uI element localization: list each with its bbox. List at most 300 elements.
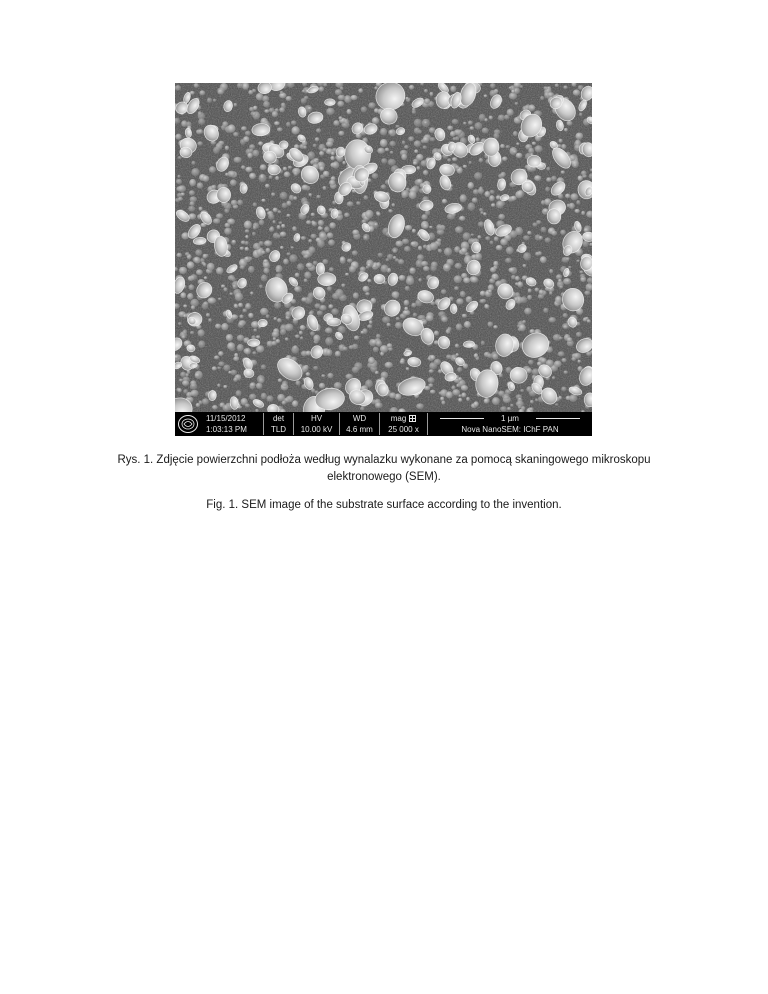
sem-small-grain [508, 267, 515, 272]
sem-small-grain [456, 298, 463, 304]
sem-small-grain [240, 315, 244, 319]
sem-small-grain [322, 148, 327, 152]
sem-small-grain [221, 285, 225, 288]
institute-logo-icon [177, 414, 199, 434]
databar-det-value: TLD [270, 425, 287, 434]
sem-small-grain [484, 398, 489, 403]
sem-small-grain [545, 187, 550, 192]
sem-small-grain [202, 175, 209, 182]
sem-small-grain [261, 274, 268, 281]
sem-small-grain [404, 145, 409, 149]
scale-bar [428, 413, 592, 424]
sem-small-grain [526, 386, 532, 392]
sem-small-grain [339, 116, 343, 120]
sem-small-grain [286, 122, 291, 127]
sem-small-grain [385, 148, 389, 152]
sem-small-grain [581, 211, 585, 215]
sem-small-grain [256, 345, 264, 352]
sem-small-grain [203, 301, 208, 305]
sem-small-grain [198, 111, 202, 115]
sem-small-grain [319, 151, 324, 156]
sem-small-grain [208, 318, 212, 322]
sem-small-grain [527, 295, 532, 300]
sem-small-grain [430, 242, 438, 250]
sem-small-grain [293, 196, 297, 200]
sem-small-grain [409, 267, 415, 272]
sem-small-grain [376, 340, 382, 346]
sem-small-grain [294, 286, 301, 293]
sem-small-grain [292, 126, 300, 134]
sem-small-grain [260, 164, 267, 170]
sem-small-grain [490, 83, 496, 88]
sem-small-grain [452, 389, 460, 395]
sem-small-grain [470, 126, 474, 130]
sem-small-grain [402, 141, 406, 145]
sem-small-grain [323, 171, 329, 177]
sem-small-grain [493, 276, 496, 279]
sem-small-grain [438, 249, 442, 253]
sem-small-grain [347, 109, 352, 114]
sem-small-grain [580, 274, 586, 278]
sem-small-grain [294, 172, 298, 177]
sem-small-grain [329, 267, 334, 271]
sem-small-grain [367, 324, 372, 328]
sem-small-grain [462, 314, 467, 318]
sem-small-grain [447, 158, 451, 161]
sem-small-grain [516, 142, 519, 145]
sem-small-grain [228, 275, 235, 281]
sem-small-grain [253, 243, 261, 250]
sem-small-grain [424, 121, 427, 124]
sem-small-grain [338, 95, 346, 101]
sem-small-grain [277, 225, 281, 229]
sem-large-grain [258, 319, 268, 327]
sem-small-grain [535, 252, 539, 256]
sem-small-grain [306, 372, 311, 376]
sem-small-grain [240, 265, 245, 269]
sem-small-grain [563, 86, 567, 89]
sem-small-grain [207, 98, 212, 103]
sem-small-grain [527, 231, 532, 235]
sem-small-grain [332, 161, 339, 168]
sem-small-grain [365, 380, 373, 388]
sem-small-grain [344, 95, 351, 103]
sem-small-grain [301, 98, 307, 104]
sem-small-grain [225, 146, 229, 151]
sem-small-grain [477, 235, 481, 239]
sem-small-grain [197, 141, 202, 145]
sem-small-grain [314, 303, 321, 308]
sem-small-grain [190, 331, 194, 334]
sem-small-grain [376, 212, 380, 216]
sem-large-grain [325, 99, 336, 106]
sem-small-grain [378, 253, 383, 257]
sem-small-grain [423, 170, 428, 175]
sem-small-grain [513, 150, 517, 153]
sem-small-grain [199, 400, 203, 404]
sem-small-grain [368, 102, 375, 108]
sem-small-grain [436, 224, 443, 230]
sem-small-grain [467, 297, 471, 301]
sem-small-grain [192, 161, 196, 165]
sem-small-grain [231, 200, 238, 206]
sem-small-grain [365, 292, 369, 295]
sem-small-grain [494, 129, 501, 134]
sem-small-grain [517, 190, 525, 198]
sem-small-grain [413, 313, 417, 317]
sem-small-grain [421, 261, 428, 266]
sem-small-grain [416, 154, 423, 161]
sem-small-grain [260, 308, 268, 316]
sem-small-grain [474, 353, 478, 358]
sem-small-grain [331, 152, 335, 156]
sem-small-grain [190, 196, 197, 202]
sem-small-grain [323, 186, 327, 190]
sem-small-grain [245, 247, 249, 251]
sem-small-grain [195, 249, 202, 256]
sem-small-grain [221, 323, 228, 330]
sem-small-grain [500, 406, 507, 411]
sem-small-grain [292, 400, 298, 407]
sem-small-grain [560, 230, 566, 235]
sem-small-grain [253, 202, 257, 206]
sem-small-grain [247, 153, 253, 158]
sem-small-grain [245, 303, 251, 309]
sem-small-grain [363, 286, 370, 292]
sem-small-grain [240, 247, 244, 250]
sem-small-grain [352, 250, 358, 255]
sem-small-grain [353, 292, 359, 298]
sem-small-grain [304, 272, 311, 279]
sem-small-grain [232, 240, 236, 243]
sem-small-grain [176, 179, 182, 184]
sem-small-grain [559, 337, 563, 340]
sem-small-grain [516, 153, 523, 159]
sem-small-grain [340, 256, 346, 262]
sem-small-grain [266, 395, 273, 401]
sem-small-grain [535, 145, 543, 152]
sem-small-grain [501, 172, 506, 177]
sem-small-grain [188, 206, 195, 212]
sem-small-grain [404, 307, 408, 311]
sem-small-grain [469, 161, 472, 164]
sem-small-grain [398, 259, 404, 264]
sem-small-grain [482, 128, 489, 134]
sem-small-grain [245, 256, 250, 261]
sem-small-grain [430, 390, 436, 394]
sem-small-grain [300, 337, 303, 340]
sem-small-grain [517, 282, 523, 288]
sem-small-grain [411, 303, 416, 308]
sem-small-grain [387, 323, 391, 327]
sem-small-grain [561, 387, 566, 392]
sem-small-grain [287, 214, 291, 217]
sem-small-grain [409, 85, 414, 90]
sem-small-grain [479, 114, 486, 121]
sem-small-grain [455, 165, 459, 169]
sem-small-grain [479, 158, 484, 163]
sem-small-grain [424, 89, 428, 93]
sem-small-grain [180, 372, 186, 378]
sem-small-grain [310, 331, 315, 336]
sem-small-grain [259, 174, 267, 183]
sem-small-grain [555, 296, 563, 304]
sem-small-grain [195, 373, 200, 377]
sem-small-grain [274, 317, 277, 320]
sem-small-grain [549, 291, 552, 294]
sem-small-grain [213, 218, 220, 224]
sem-small-grain [365, 210, 373, 219]
sem-small-grain [498, 115, 505, 121]
sem-small-grain [289, 254, 297, 262]
sem-small-grain [281, 224, 285, 228]
sem-small-grain [373, 347, 379, 353]
sem-small-grain [493, 261, 498, 267]
sem-small-grain [241, 241, 246, 245]
sem-small-grain [280, 192, 288, 200]
sem-small-grain [259, 220, 265, 226]
sem-small-grain [556, 274, 562, 279]
sem-small-grain [189, 179, 196, 186]
sem-small-grain [335, 89, 342, 95]
sem-small-grain [535, 288, 539, 292]
scale-bar-right-line [536, 418, 580, 419]
sem-small-grain [319, 166, 324, 171]
sem-small-grain [561, 144, 566, 149]
sem-small-grain [222, 121, 228, 127]
sem-small-grain [281, 103, 285, 107]
sem-small-grain [302, 185, 309, 191]
sem-small-grain [266, 314, 270, 318]
sem-small-grain [259, 285, 263, 289]
sem-small-grain [374, 223, 378, 226]
sem-small-grain [426, 315, 434, 322]
sem-small-grain [431, 262, 438, 268]
sem-small-grain [175, 134, 181, 140]
sem-large-grain [247, 339, 259, 347]
sem-small-grain [574, 164, 577, 167]
sem-small-grain [485, 304, 490, 309]
sem-small-grain [272, 111, 278, 117]
sem-small-grain [203, 263, 206, 267]
sem-small-grain [587, 319, 591, 323]
sem-small-grain [266, 208, 270, 211]
sem-small-grain [311, 234, 317, 239]
sem-small-grain [228, 124, 236, 132]
sem-small-grain [567, 121, 573, 126]
sem-small-grain [382, 316, 390, 323]
sem-small-grain [429, 127, 436, 133]
sem-small-grain [364, 195, 369, 200]
sem-small-grain [423, 136, 430, 143]
sem-small-grain [191, 390, 199, 397]
sem-small-grain [237, 344, 244, 351]
sem-small-grain [387, 343, 393, 348]
sem-small-grain [271, 341, 277, 346]
sem-small-grain [231, 370, 237, 376]
sem-small-grain [576, 260, 579, 263]
sem-small-grain [476, 137, 480, 142]
sem-small-grain [338, 131, 344, 136]
sem-small-grain [367, 263, 371, 267]
sem-small-grain [528, 148, 534, 154]
sem-small-grain [405, 225, 412, 231]
sem-small-grain [502, 157, 507, 162]
sem-small-grain [180, 292, 186, 298]
sem-small-grain [234, 103, 237, 107]
sem-small-grain [230, 179, 237, 186]
sem-small-grain [300, 325, 306, 330]
sem-small-grain [480, 299, 485, 303]
sem-small-grain [530, 400, 534, 404]
sem-small-grain [534, 175, 541, 181]
sem-small-grain [456, 353, 459, 356]
sem-small-grain [194, 83, 199, 88]
sem-small-grain [182, 380, 189, 386]
sem-small-grain [248, 266, 255, 273]
sem-small-grain [356, 201, 360, 205]
sem-small-grain [429, 226, 433, 229]
sem-small-grain [543, 308, 548, 313]
sem-small-grain [529, 407, 534, 410]
sem-small-grain [179, 379, 183, 382]
sem-small-grain [352, 367, 359, 373]
sem-small-grain [456, 323, 463, 330]
sem-small-grain [485, 236, 490, 240]
sem-small-grain [375, 402, 383, 408]
sem-small-grain [248, 90, 253, 95]
sem-small-grain [349, 345, 354, 349]
sem-small-grain [253, 329, 257, 332]
sem-small-grain [218, 351, 223, 356]
sem-small-grain [245, 131, 251, 136]
sem-small-grain [404, 300, 410, 306]
sem-small-grain [265, 248, 270, 253]
sem-small-grain [388, 159, 396, 166]
sem-small-grain [319, 227, 323, 230]
sem-small-grain [263, 101, 270, 108]
sem-small-grain [191, 168, 199, 176]
sem-small-grain [471, 277, 479, 283]
sem-small-grain [545, 237, 551, 242]
sem-small-grain [302, 90, 305, 93]
sem-small-grain [243, 309, 247, 313]
sem-small-grain [463, 122, 466, 125]
sem-small-grain [532, 368, 540, 375]
sem-small-grain [352, 230, 359, 236]
sem-small-grain [430, 92, 434, 96]
sem-small-grain [261, 393, 267, 400]
sem-small-grain [236, 390, 242, 396]
sem-small-grain [213, 147, 220, 154]
sem-small-grain [271, 193, 275, 197]
sem-small-grain [245, 229, 249, 233]
sem-small-grain [182, 335, 186, 339]
sem-small-grain [455, 226, 463, 233]
sem-small-grain [584, 228, 590, 233]
sem-small-grain [494, 236, 499, 241]
sem-small-grain [444, 265, 451, 271]
sem-small-grain [274, 302, 281, 309]
sem-small-grain [279, 107, 285, 112]
sem-small-grain [238, 322, 244, 328]
sem-small-grain [256, 93, 264, 101]
sem-small-grain [312, 221, 317, 226]
sem-small-grain [372, 173, 379, 179]
sem-small-grain [506, 247, 514, 255]
sem-small-grain [578, 175, 583, 181]
sem-small-grain [447, 327, 451, 332]
sem-small-grain [277, 127, 283, 131]
sem-small-grain [523, 235, 530, 240]
sem-small-grain [558, 351, 565, 356]
sem-small-grain [280, 232, 286, 237]
sem-small-grain [207, 263, 215, 271]
sem-small-grain [227, 219, 235, 225]
sem-small-grain [187, 293, 193, 300]
sem-small-grain [389, 392, 396, 398]
sem-small-grain [564, 371, 568, 374]
sem-small-grain [250, 111, 256, 116]
sem-small-grain [178, 197, 183, 201]
sem-small-grain [541, 200, 545, 205]
sem-small-grain [354, 336, 359, 340]
databar-date: 11/15/2012 [206, 414, 246, 423]
sem-small-grain [490, 190, 495, 194]
sem-small-grain [575, 209, 580, 213]
sem-small-grain [429, 369, 434, 373]
sem-small-grain [215, 324, 221, 329]
sem-small-grain [579, 113, 582, 117]
sem-small-grain [454, 275, 462, 283]
sem-small-grain [414, 140, 421, 147]
sem-small-grain [308, 246, 315, 253]
sem-figure [175, 83, 592, 436]
sem-large-grain [318, 273, 336, 286]
sem-small-grain [523, 264, 527, 267]
sem-small-grain [558, 279, 562, 282]
sem-small-grain [175, 85, 181, 91]
sem-small-grain [474, 401, 479, 407]
sem-small-grain [183, 389, 188, 394]
sem-small-grain [315, 137, 320, 141]
sem-small-grain [328, 304, 333, 308]
sem-small-grain [299, 331, 303, 335]
sem-small-grain [396, 125, 400, 128]
sem-small-grain [434, 359, 441, 365]
sem-small-grain [181, 120, 187, 127]
sem-small-grain [423, 245, 427, 249]
sem-small-grain [203, 254, 208, 259]
sem-small-grain [211, 185, 216, 190]
sem-small-grain [555, 84, 559, 88]
sem-small-grain [523, 252, 531, 260]
sem-small-grain [238, 303, 243, 308]
sem-small-grain [573, 89, 580, 95]
sem-small-grain [237, 200, 243, 206]
sem-small-grain [463, 277, 470, 283]
sem-small-grain [245, 404, 250, 408]
sem-small-grain [223, 385, 227, 388]
sem-small-grain [424, 98, 430, 104]
sem-small-grain [586, 352, 592, 356]
sem-small-grain [286, 96, 292, 101]
sem-small-grain [273, 220, 276, 223]
sem-small-grain [552, 376, 555, 379]
sem-small-grain [313, 366, 318, 370]
sem-small-grain [528, 360, 534, 365]
sem-small-grain [446, 391, 453, 398]
